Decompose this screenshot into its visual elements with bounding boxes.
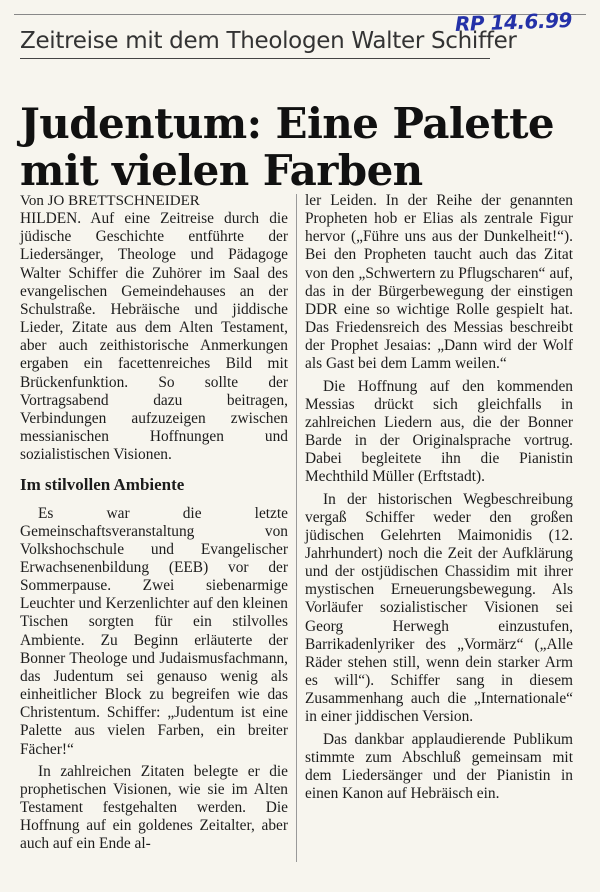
article-column-left (20, 192, 288, 853)
article-column-right (305, 192, 573, 803)
kicker-rule (20, 58, 490, 59)
paragraph: Es war die letzte Gemeinschaftsveranstaltung von Volkshochschule und Evangelischer Erwachsenenbildung (EEB) vor der Sommerpause. Zwei siebenarmige Leuchter und Kerzenlichter auf den kleinen Tischen sorgten für ein stilvolles Ambiente. Zu Beginn erläuterte der Bonner Theologe und Judaismusfachmann, das Judentum sei genauso wenig als einheitlicher Block zu begreifen wie das Christentum. Schiffer: „Judentum ist eine Palette aus vielen Farben, ein breiter Fächer!“ (20, 504, 288, 758)
paragraph: In zahlreichen Zitaten belegte er die prophetischen Visionen, wie sie im Alten Testament festgehalten werden. Die Hoffnung auf ein goldenes Zeitalter, aber auch auf ein Ende al- (20, 762, 288, 853)
paragraph: In der historischen Wegbeschreibung vergaß Schiffer weder den großen jüdischen Gelehrten Maimonidis (12. Jahrhundert) noch die Zeit der Aufklärung und der ostjüdischen Chassidim mit ihrer mystischen Erneuerungsbewegung. Als Vorläufer sozialistischer Visionen sei Georg Herwegh einzustufen, Barrikadenlyriker des „Vormärz“ („Alle Räder stehen still, wenn dein starker Arm es will“). Schiffer sang in diesem Zusammenhang auch die „Internationale“ in einer jiddischen Version. (305, 490, 573, 726)
intro-text: Auf eine Zeitreise durch die jüdische Geschichte entführte der Liedersänger, Theologe und Pädagoge Walter Schiffer die Zuhörer im Saal des evangelischen Gemeindehauses an der Schulstraße. Hebräische und jiddische Lieder, Zitate aus dem Alten Testament, aber auch zeithistorische Anmerkungen ergaben ein facettenreiches Bild mit Brückenfunktion. So sollte der Vortragsabend dazu beitragen, Verbindungen aufzuzeigen zwischen messianischen Hoffnungen und sozialistischen Visionen. (20, 210, 288, 464)
paragraph-continued: ler Leiden. In der Reihe der genannten Propheten hob er Elias als zentrale Figur hervor („Führe uns aus der Dunkelheit!“). Bei den Propheten taucht auch das Zitat von den „Schwertern zu Pflugscharen“ auf, das in der Bürgerbewegung der einstigen DDR eine so wichtige Rolle gespielt hat. Das Friedensreich des Messias beschreibt der Prophet Jesaias: „Dann wird der Wolf als Gast bei dem Lamm weilen.“ (305, 192, 573, 373)
headline: Judentum: Eine Palette mit vielen Farben (20, 99, 555, 196)
paragraph: Die Hoffnung auf den kommenden Messias drückt sich gleichfalls in zahlreichen Liedern aus, die der Bonner Barde in der Originalsprache vortrug. Dabei begleitete ihn die Pianistin Mechthild Müller (Erftstadt). (305, 377, 573, 486)
intro-paragraph (20, 210, 288, 464)
dateline: HILDEN. (20, 210, 82, 228)
paragraph: Das dankbar applaudierende Publikum stimmte zum Abschluß gemeinsam mit dem Liedersänger und der Pianistin in einen Kanon auf Hebräisch ein. (305, 730, 573, 802)
byline: Von JO BRETTSCHNEIDER (20, 193, 200, 209)
subheading: Im stilvollen Ambiente (20, 475, 185, 495)
column-divider (296, 194, 297, 862)
kicker-line: Zeitreise mit dem Theologen Walter Schiffer (20, 28, 517, 54)
handwritten-source-note: RP 14.6.99 (454, 7, 573, 37)
